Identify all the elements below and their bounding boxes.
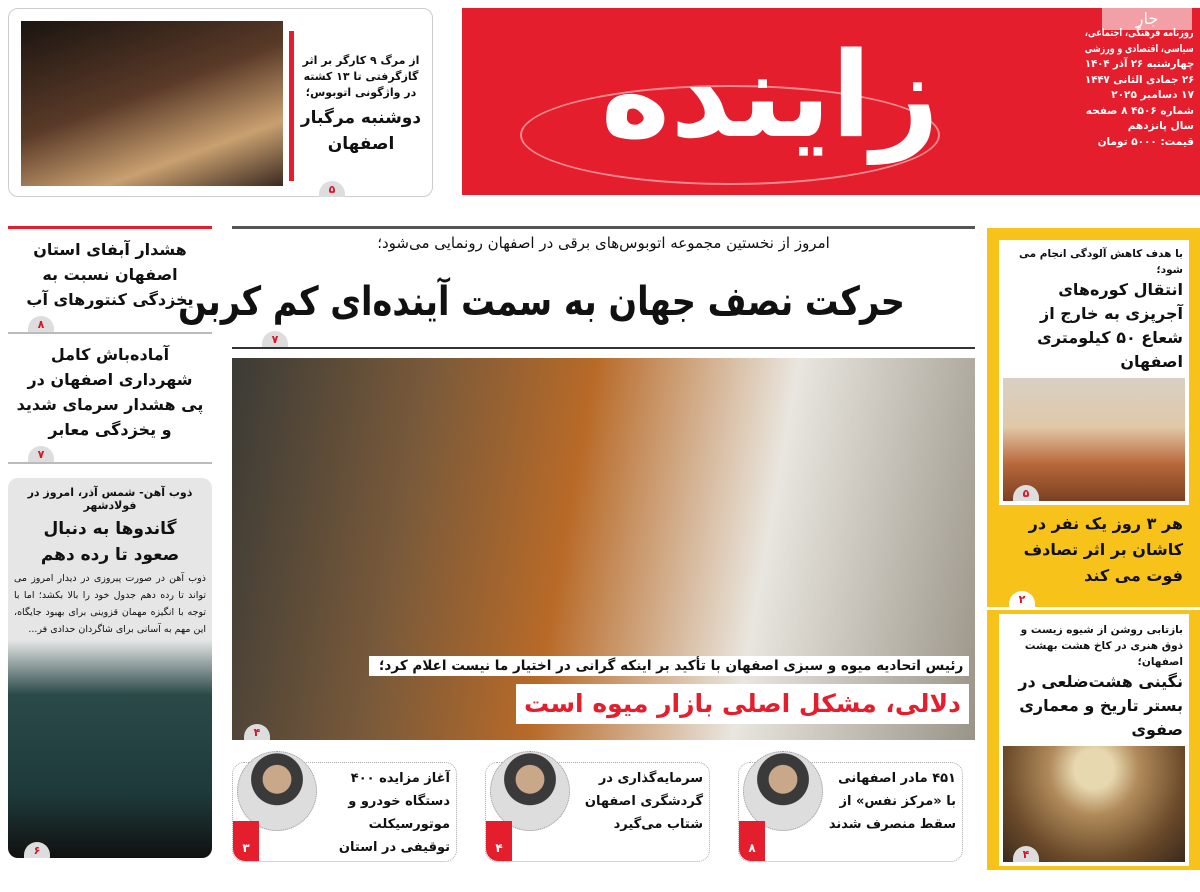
sports-box[interactable] — [8, 478, 212, 858]
card-headline: ۴۵۱ مادر اصفهانی با «مرکز نفس» از سقط منصرف شدند — [828, 771, 956, 832]
person-photo — [490, 751, 570, 831]
page-badge: ۸ — [739, 821, 765, 861]
page-badge: ۷ — [28, 446, 54, 462]
page-badge: ۵ — [1013, 485, 1039, 501]
info-line: سیاسی، اقتصادی و ورزشی — [1085, 42, 1194, 55]
divider — [232, 347, 975, 349]
right-item-headline: انتقال کوره‌های آجرپزی به خارج از شعاع ۵۰ کیلومتری اصفهان — [1037, 280, 1183, 371]
page-badge: ۴ — [1013, 846, 1039, 862]
page-badge: ۸ — [28, 316, 54, 332]
main-kicker-text: امروز از نخستین مجموعه اتوبوس‌های برقی در اصفهان رونمایی می‌شود؛ — [377, 234, 830, 252]
person-photo — [237, 751, 317, 831]
left-item[interactable] — [8, 334, 212, 462]
divider — [987, 607, 1200, 610]
photo-kicker — [369, 656, 969, 676]
top-story-kicker: از مرگ ۹ کارگر بر اثر گازگرفتی تا ۱۳ کشته در واژگونی اتوبوس؛ — [302, 54, 420, 99]
hasht-behesht-photo — [1003, 746, 1185, 862]
page-badge: ۳ — [233, 821, 259, 861]
page-badge: ۶ — [24, 842, 50, 858]
right-column — [987, 228, 1200, 870]
page-badge: ۴ — [244, 724, 270, 740]
page-badge: ۴ — [486, 821, 512, 861]
right-item-headline: هر ۳ روز یک نفر در کاشان بر اثر تصادف فوت می کند — [1023, 514, 1183, 585]
photo-headline-text: دلالی، مشکل اصلی بازار میوه است — [524, 689, 961, 718]
person-photo — [743, 751, 823, 831]
right-item-kicker: بازتابی روشن از شیوه زیست و ذوق هنری در کاخ هشت بهشت اصفهان؛ — [1020, 624, 1183, 668]
year: سال پانزدهم — [1127, 120, 1194, 132]
newspaper-logo: زاینده — [600, 26, 940, 164]
photo-kicker-text: رئیس اتحادیه میوه و سبزی اصفهان با تأکید بر اینکه گرانی در اختیار ما نیست اعلام کرد؛ — [378, 658, 963, 674]
main-headline[interactable] — [178, 276, 975, 328]
top-story-headline: دوشنبه مرگبار اصفهان — [300, 108, 422, 154]
date-gregorian: ۱۷ دسامبر ۲۰۲۵ — [1111, 89, 1194, 101]
news-card[interactable] — [738, 762, 963, 862]
left-item-headline: هشدار آبفای استان اصفهان نسبت به یخزدگی کنتورهای آب — [26, 240, 194, 309]
main-headline-text: حرکت نصف جهان به سمت آینده‌ای کم کربن — [178, 279, 906, 325]
right-item-kicker: با هدف کاهش آلودگی انجام می شود؛ — [1019, 248, 1183, 276]
right-item[interactable] — [999, 505, 1189, 607]
sports-body: ذوب آهن در صورت پیروزی در دیدار امروز می تواند تا رده دهم جدول خود را بالا بکشد؛ اما با توجه با انگیزه مهمان قزوینی برای بهبود جایگاه، این مهم به آسانی برای شاگردان حدادی فر... — [14, 573, 206, 635]
divider — [232, 226, 975, 229]
right-item[interactable] — [999, 240, 1189, 505]
news-card[interactable] — [232, 762, 457, 862]
date-persian: چهارشنبه ۲۶ آذر ۱۴۰۴ — [1084, 58, 1194, 70]
bus-accident-photo — [21, 21, 283, 186]
top-story-text — [296, 31, 426, 179]
right-item-headline: نگینی هشت‌ضلعی در بستر تاریخ و معماری صفوی — [1018, 672, 1183, 739]
accent-bar — [289, 31, 294, 181]
issue-number: شماره ۴۵۰۶ — [1131, 104, 1194, 117]
right-item[interactable] — [999, 614, 1189, 866]
players-photo — [8, 640, 212, 858]
top-story-box[interactable] — [8, 8, 433, 197]
masthead-info — [1069, 26, 1194, 150]
date-hijri: ۲۶ جمادی الثانی ۱۴۴۷ — [1084, 73, 1194, 86]
page-badge: ۵ — [319, 181, 345, 197]
news-card[interactable] — [485, 762, 710, 862]
page-badge: ۲ — [1009, 591, 1035, 607]
divider — [8, 462, 212, 464]
watermark: جار — [1102, 8, 1192, 30]
brick-kiln-photo — [1003, 378, 1185, 501]
fruit-market-photo[interactable] — [232, 358, 975, 740]
info-line: روزنامه فرهنگی، اجتماعی، — [1085, 27, 1194, 39]
card-headline: سرمایه‌گذاری در گردشگری اصفهان شتاب می‌گیرد — [584, 771, 703, 832]
sports-headline: گاندوها به دنبال صعود تا رده دهم — [40, 519, 180, 565]
page-badge: ۷ — [262, 331, 288, 347]
card-headline: آغاز مزایده ۴۰۰ دستگاه خودرو و موتورسیکلت توقیفی در استان — [338, 771, 450, 855]
main-kicker — [232, 234, 975, 252]
left-item-headline: آماده‌باش کامل شهرداری اصفهان در پی هشدار سرمای شدید و یخزدگی معابر — [16, 345, 204, 439]
sports-kicker: ذوب آهن- شمس آذر، امروز در فولادشهر — [27, 486, 193, 512]
price: قیمت: ۵۰۰۰ تومان — [1097, 135, 1194, 148]
photo-headline — [516, 684, 969, 724]
page-count: ۸ صفحه — [1085, 104, 1128, 117]
